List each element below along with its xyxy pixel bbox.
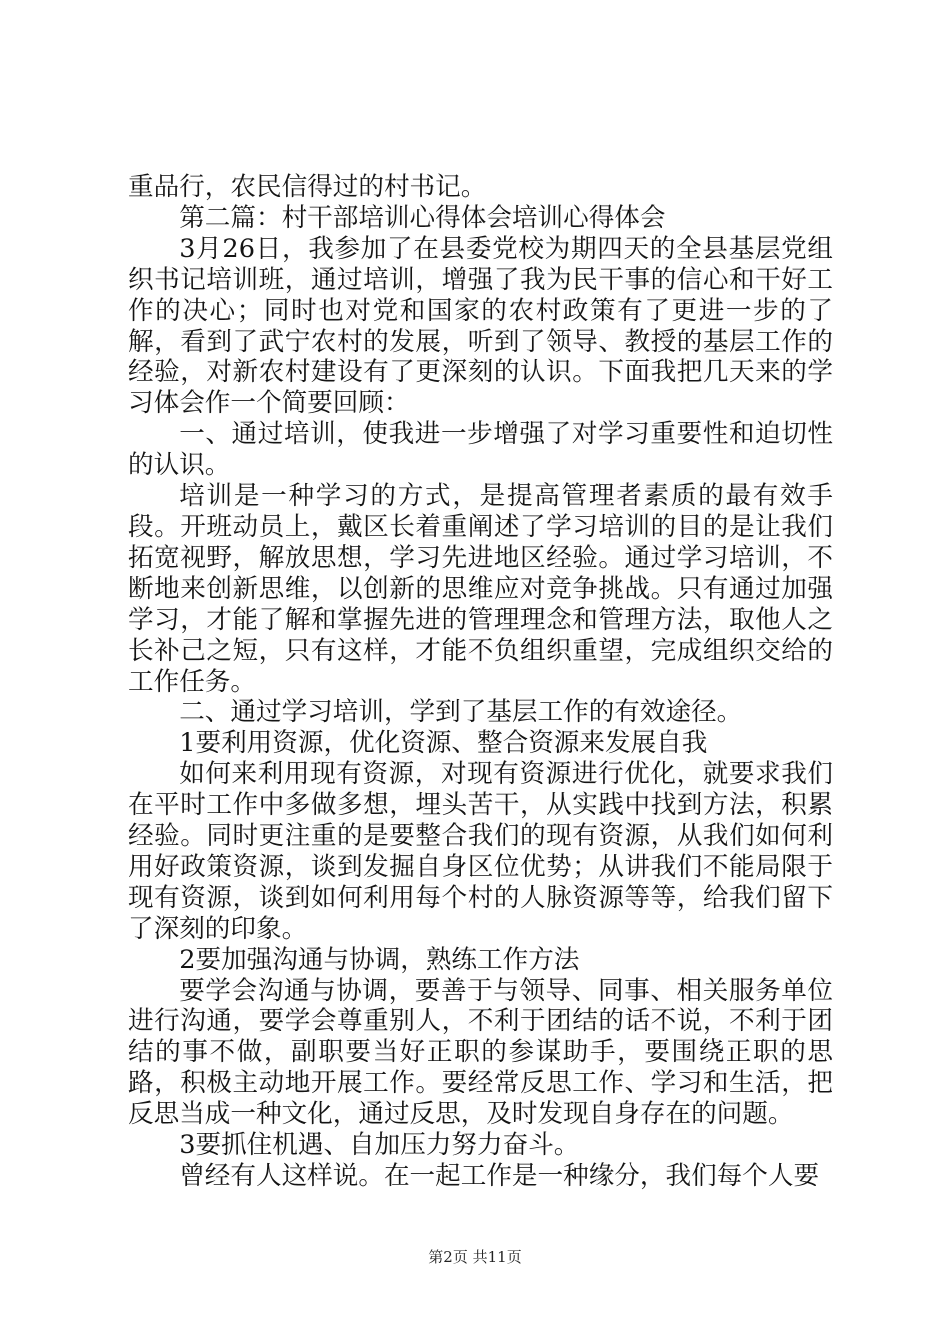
subheading-2: 2要加强沟通与协调，熟练工作方法: [179, 944, 580, 975]
paragraph-5: 培训是一种学习的方式，是提高管理者素质的最有效手段。开班动员上，戴区长着重阐述了学习培训的目的是让我们拓宽视野，解放思想，学习先进地区经验。通过学习培训，不断地来创新思维，以创新的思维应对竞争挑战。只有通过加强学习，才能了解和掌握先进的管理理念和管理方法，取他人之长补己之短，只有这样，才能不负组织重望，完成组织交给的工作任务。: [128, 481, 833, 697]
paragraph-8: 如何来利用现有资源，对现有资源进行优化，就要求我们在平时工作中多做多想，埋头苦干，从实践中找到方法，积累经验。同时更注重的是要整合我们的现有资源，从我们如何利用好政策资源，谈到发掘自身区位优势；从讲我们不能局限于现有资源，谈到如何利用每个村的人脉资源等等，给我们留下了深刻的印象。: [128, 759, 833, 944]
section-heading-part-two: 第二篇：村干部培训心得体会培训心得体会: [179, 202, 666, 233]
section-heading-two: 二、通过学习培训，学到了基层工作的有效途径。: [179, 697, 743, 728]
document-body: [128, 172, 833, 1192]
section-heading-one: 一、通过培训，使我进一步增强了对学习重要性和迫切性的认识。: [128, 419, 833, 481]
paragraph-10: 要学会沟通与协调，要善于与领导、同事、相关服务单位进行沟通，要学会尊重别人，不利于团结的话不说，不利于团结的事不做，副职要当好正职的参谋助手，要围绕正职的思路，积极主动地开展工作。要经常反思工作、学习和生活，把反思当成一种文化，通过反思，及时发现自身存在的问题。: [128, 975, 833, 1130]
subheading-3: 3要抓住机遇、自加压力努力奋斗。: [179, 1130, 580, 1161]
paragraph-12: 曾经有人这样说。在一起工作是一种缘分，我们每个人要: [179, 1161, 820, 1191]
paragraph-3: 3月26日，我参加了在县委党校为期四天的全县基层党组织书记培训班，通过培训，增强了我为民干事的信心和干好工作的决心；同时也对党和国家的农村政策有了更进一步的了解，看到了武宁农村的发展，听到了领导、教授的基层工作的经验，对新农村建设有了更深刻的认识。下面我把几天来的学习体会作一个简要回顾：: [128, 233, 833, 419]
paragraph-1: 重品行，农民信得过的村书记。: [128, 172, 487, 202]
subheading-1: 1要利用资源，优化资源、整合资源来发展自我: [179, 728, 708, 759]
page-number-footer: 第2页 共11页: [428, 1248, 522, 1266]
